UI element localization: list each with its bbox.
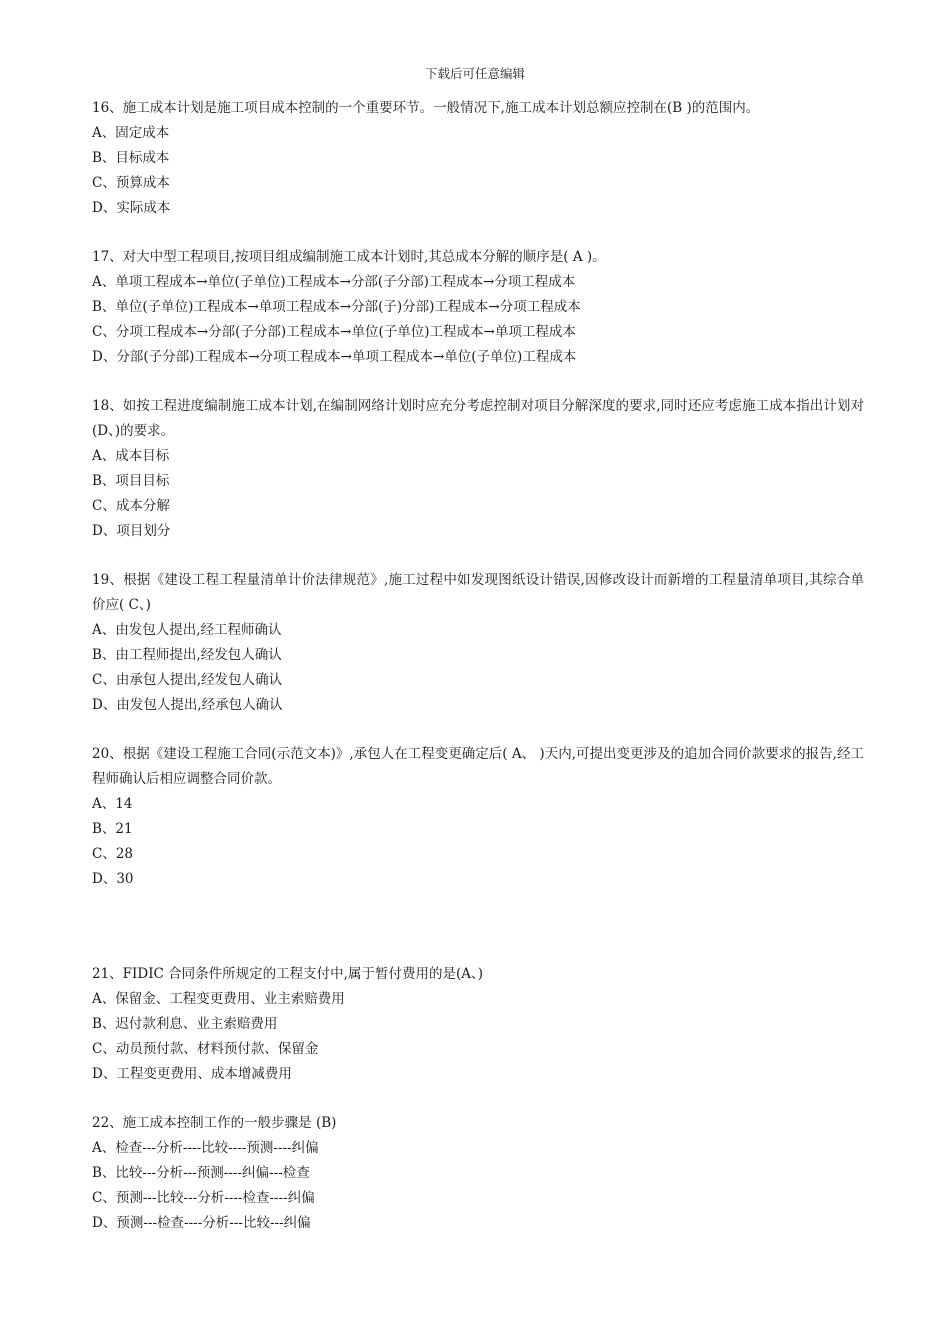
option-d: D、30 (92, 871, 134, 887)
option-c: C、成本分解 (92, 498, 170, 514)
option-a: A、单项工程成本→单位(子单位)工程成本→分部(子分部)工程成本→分项工程成本 (92, 274, 576, 290)
option-b: B、由工程师提出,经发包人确认 (92, 647, 282, 663)
option-b: B、目标成本 (92, 150, 170, 166)
option-c: C、分项工程成本→分部(子分部)工程成本→单位(子单位)工程成本→单项工程成本 (92, 324, 576, 340)
option-b: B、迟付款利息、业主索赔费用 (92, 1016, 278, 1032)
option-a: A、成本目标 (92, 448, 170, 464)
question-21 (92, 962, 864, 1087)
question-20 (92, 742, 864, 892)
question-16 (92, 96, 864, 221)
option-d: D、项目划分 (92, 523, 171, 539)
option-a: A、14 (92, 796, 133, 812)
option-c: C、动员预付款、材料预付款、保留金 (92, 1041, 319, 1057)
option-d: D、由发包人提出,经承包人确认 (92, 697, 283, 713)
option-b: B、21 (92, 821, 133, 837)
option-b: B、项目目标 (92, 473, 170, 489)
question-22 (92, 1111, 864, 1236)
option-c: C、预测---比较---分析----检查----纠偏 (92, 1190, 315, 1206)
option-c: C、预算成本 (92, 175, 170, 191)
question-stem: 20、根据《建设工程施工合同(示范文本)》,承包人在工程变更确定后( A、 )天内,可提出变更涉及的追加合同价款要求的报告,经工程师确认后相应调整合同价款。 (92, 746, 864, 787)
option-d: D、实际成本 (92, 200, 171, 216)
question-stem: 21、FIDIC 合同条件所规定的工程支付中,属于暂付费用的是(A、) (92, 966, 483, 982)
option-a: A、检查---分析----比较----预测----纠偏 (92, 1140, 319, 1156)
option-c: C、由承包人提出,经发包人确认 (92, 672, 283, 688)
option-b: B、单位(子单位)工程成本→单项工程成本→分部(子)分部)工程成本→分项工程成本 (92, 299, 581, 315)
page-header: 下载后可任意编辑 (424, 66, 525, 81)
option-d: D、分部(子分部)工程成本→分项工程成本→单项工程成本→单位(子单位)工程成本 (92, 349, 577, 365)
option-c: C、28 (92, 846, 134, 862)
question-stem: 19、根据《建设工程工程量清单计价法律规范》,施工过程中如发现图纸设计错误,因修改设计而新增的工程量清单项目,其综合单价应( C、) (92, 572, 864, 613)
option-a: A、固定成本 (92, 125, 170, 141)
question-19 (92, 568, 864, 718)
question-stem: 18、如按工程进度编制施工成本计划,在编制网络计划时应充分考虑控制对项目分解深度的要求,同时还应考虑施工成本指出计划对(D、)的要求。 (92, 398, 864, 439)
question-18 (92, 394, 864, 544)
option-d: D、预测---检查----分析---比较---纠偏 (92, 1215, 311, 1231)
question-stem: 16、施工成本计划是施工项目成本控制的一个重要环节。一般情况下,施工成本计划总额应控制在(B )的范围内。 (92, 100, 760, 116)
question-stem: 22、施工成本控制工作的一般步骤是 (B) (92, 1115, 337, 1131)
option-d: D、工程变更费用、成本增减费用 (92, 1066, 292, 1082)
question-stem: 17、对大中型工程项目,按项目组成编制施工成本计划时,其总成本分解的顺序是( A )。 (92, 249, 606, 265)
option-a: A、由发包人提出,经工程师确认 (92, 622, 282, 638)
question-17 (92, 245, 864, 370)
question-list (92, 96, 864, 1260)
option-b: B、比较---分析---预测----纠偏---检查 (92, 1165, 310, 1181)
option-a: A、保留金、工程变更费用、业主索赔费用 (92, 991, 345, 1007)
